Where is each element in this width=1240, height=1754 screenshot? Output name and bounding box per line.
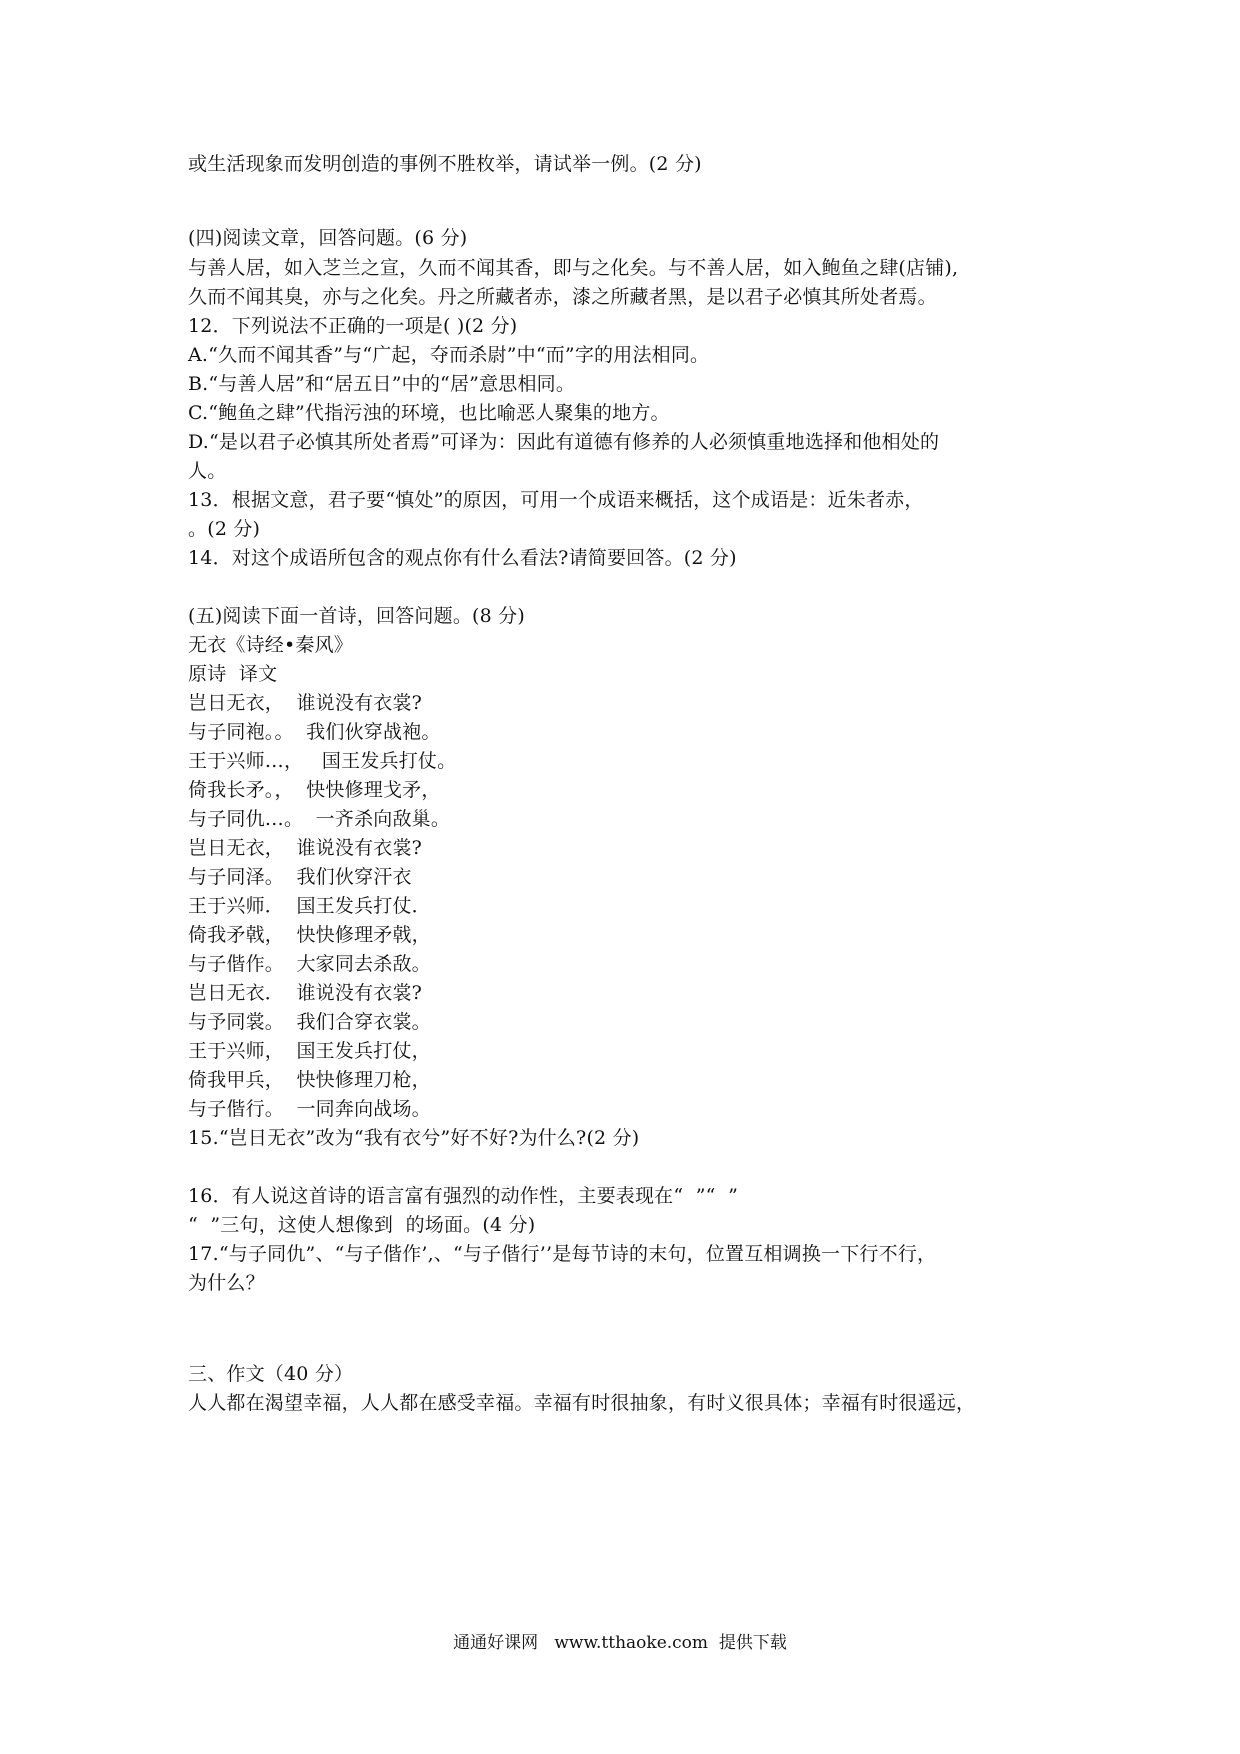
- poem-line-13: 王于兴师， 国王发兵打仗，: [188, 1040, 431, 1062]
- poem-line-12: 与予同裳。 我们合穿衣裳。: [188, 1011, 431, 1033]
- question-13: 13．根据文意，君子要“慎处”的原因，可用一个成语来概括，这个成语是：近朱者赤，: [188, 489, 924, 511]
- poem-line-2: 与子同袍。。 我们伙穿战袍。: [188, 721, 441, 743]
- poem-line-8: 王于兴师． 国王发兵打仗．: [188, 895, 431, 917]
- option-d: D.“是以君子必慎其所处者焉”可译为：因此有道德有修养的人必须慎重地选择和他相处的: [188, 431, 940, 453]
- option-d-cont: 人。: [188, 460, 227, 482]
- poem-line-3: 王于兴师…， 国王发兵打仗。: [188, 750, 457, 772]
- essay-prompt-line-1: 人人都在渴望幸福，人人都在感受幸福。幸福有时很抽象，有时义很具体；幸福有时很遥远，: [188, 1392, 976, 1414]
- poem-columns-header: 原诗 译文: [188, 663, 278, 685]
- poem-line-14: 倚我甲兵， 快快修理刀枪，: [188, 1069, 431, 1091]
- section-5-heading: (五)阅读下面一首诗，回答问题。(8 分): [188, 605, 525, 627]
- question-13-cont: 。(2 分): [188, 518, 261, 540]
- poem-line-15: 与子偕行。 一同奔向战场。: [188, 1098, 431, 1120]
- poem-line-7: 与子同泽。 我们伙穿汗衣: [188, 866, 412, 888]
- poem-title: 无衣《诗经•秦风》: [188, 634, 354, 656]
- question-17: 17.“与子同仇”、“与子偕作’,、“与子偕行’’是每节诗的末句，位置互相调换一下行不行，: [188, 1243, 937, 1265]
- poem-line-5: 与子同仇…。 一齐杀向敌巢。: [188, 808, 451, 830]
- question-14: 14．对这个成语所包含的观点你有什么看法?请简要回答。(2 分): [188, 547, 737, 569]
- option-b: B.“与善人居”和“居五日”中的“居”意思相同。: [188, 373, 576, 395]
- question-12: 12．下列说法不正确的一项是( )(2 分): [188, 315, 518, 337]
- option-a: A.“久而不闻其香”与“广起，夺而杀尉”中“而”字的用法相同。: [188, 344, 710, 366]
- question-16: 16．有人说这首诗的语言富有强烈的动作性，主要表现在“ ”“ ”: [188, 1185, 738, 1207]
- poem-line-4: 倚我长矛。， 快快修理戈矛，: [188, 779, 441, 801]
- page-footer: 通通好课网 www.tthaoke.com 提供下载: [453, 1633, 787, 1653]
- question-16-cont: “ ”三句，这使人想像到 的场面。(4 分): [188, 1214, 536, 1236]
- poem-line-10: 与子偕作。 大家同去杀敌。: [188, 953, 431, 975]
- poem-line-6: 岂日无衣， 谁说没有衣裳?: [188, 837, 423, 859]
- poem-line-9: 倚我矛戟， 快快修理矛戟，: [188, 924, 431, 946]
- question-15: 15.“岂日无衣”改为“我有衣兮”好不好?为什么?(2 分): [188, 1127, 640, 1149]
- section-3-heading: 三、作文（40 分）: [188, 1363, 354, 1385]
- passage-line-2: 久而不闻其臭，亦与之化矣。丹之所藏者赤，漆之所藏者黑，是以君子必慎其所处者焉。: [188, 286, 937, 308]
- question-11-tail: 或生活现象而发明创造的事例不胜枚举，请试举一例。(2 分): [188, 153, 702, 175]
- poem-line-11: 岂日无衣． 谁说没有衣裳?: [188, 982, 423, 1004]
- section-4-heading: (四)阅读文章，回答问题。(6 分): [188, 227, 468, 249]
- poem-line-1: 岂日无衣， 谁说没有衣裳?: [188, 692, 423, 714]
- passage-line-1: 与善人居，如入芝兰之宣，久而不闻其香，即与之化矣。与不善人居，如入鲍鱼之肆(店铺),: [188, 257, 959, 279]
- question-17-cont: 为什么？: [188, 1272, 265, 1294]
- option-c: C.“鲍鱼之肆”代指污浊的环境，也比喻恶人聚集的地方。: [188, 402, 670, 424]
